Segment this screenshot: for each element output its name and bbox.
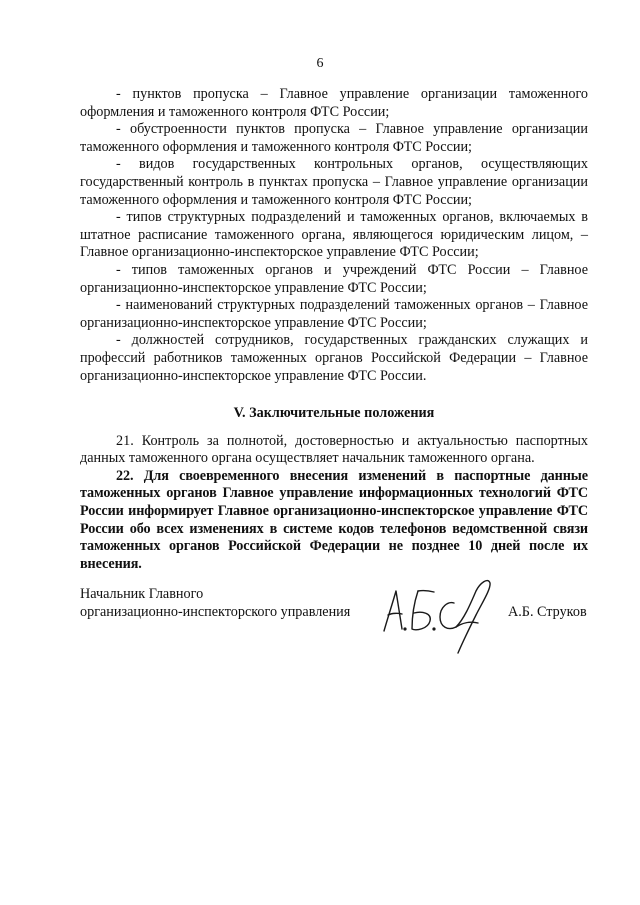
handwritten-signature bbox=[378, 569, 508, 661]
list-item-control-agencies: - видов государственных контрольных органов, осуществляющих государственный контроль в пунктах пропуска – Главное управление организации таможенного оформления и таможенного контроля ФТС России; bbox=[80, 156, 588, 208]
signatory-title-line-1: Начальник Главного bbox=[80, 586, 204, 602]
list-item-structural-units: - типов структурных подразделений и таможенных органов, включаемых в штатное расписание таможенного органа, являющегося юридическим лицом, – Главное организационно-инспекторское управление ФТС России; bbox=[80, 209, 588, 261]
list-item-checkpoint-facilities: - обустроенности пунктов пропуска – Главное управление организации таможенного оформления и таможенного контроля ФТС России; bbox=[80, 121, 588, 155]
signatory-title-line-2: организационно-инспекторского управления bbox=[80, 604, 351, 620]
signatory-title bbox=[80, 585, 370, 621]
clause-22: 22. Для своевременного внесения изменений в паспортные данные таможенных органов Главное управление информационных технологий ФТС России информирует Главное организационно-инспекторское управление ФТС России обо всех изменениях в системе кодов телефонов ведомственной связи таможенных органов Российской Федерации не позднее 10 дней после их внесения. bbox=[80, 467, 588, 572]
list-item-customs-bodies: - типов таможенных органов и учреждений ФТС России – Главное организационно-инспекторское управление ФТС России; bbox=[80, 261, 588, 296]
list-item-positions: - должностей сотрудников, государственных гражданских служащих и профессий работников таможенных органов Российской Федерации – Главное организационно-инспекторское управление ФТС России. bbox=[80, 332, 588, 384]
clause-21: 21. Контроль за полнотой, достоверностью и актуальностью паспортных данных таможенного органа осуществляет начальник таможенного органа. bbox=[80, 432, 588, 467]
list-item-checkpoints: - пунктов пропуска – Главное управление организации таможенного оформления и таможенного контроля ФТС России; bbox=[80, 86, 588, 120]
section-heading: V. Заключительные положения bbox=[233, 405, 435, 422]
page-number: 6 bbox=[316, 56, 324, 71]
list-item-unit-names: - наименований структурных подразделений таможенных органов – Главное организационно-инспекторское управление ФТС России; bbox=[80, 297, 588, 331]
signatory-name: А.Б. Струков bbox=[508, 604, 587, 620]
signature-block bbox=[80, 585, 600, 685]
document-body bbox=[80, 86, 588, 573]
